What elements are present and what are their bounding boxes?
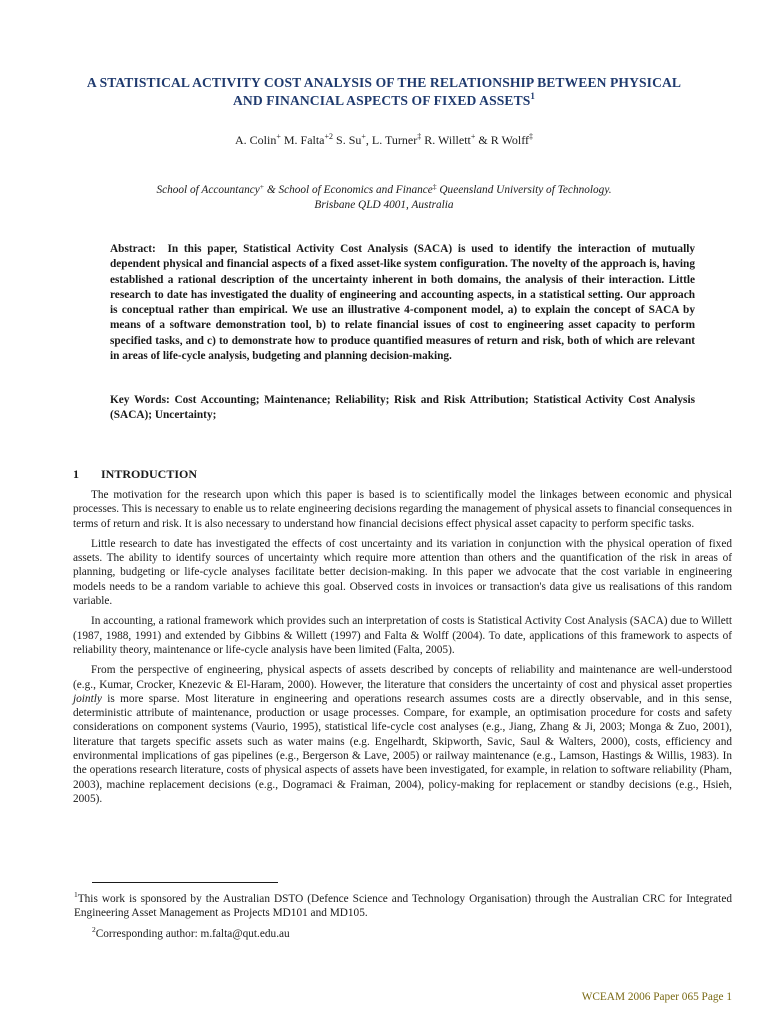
author: R Wolff‡ [490, 132, 534, 147]
section-number: 1 [73, 467, 79, 481]
footnote: $^2$Corresponding author: m.falta@qut.edu.au [92, 924, 290, 940]
footnotes [74, 890, 732, 947]
title-footnote-marker: 1 [530, 91, 536, 101]
paragraph: From the perspective of engineering, physical aspects of assets described by concepts of reliability and maintenance are well-understood (e.g., Kumar, Crocker, Knezevic & El-Haram, 2000). However, the literature that considers the uncertainty of cost and physical asset properties jointly is more sparse. Most literature in engineering and operations research assumes costs are a directly observable, and in this sense, deterministic attribute of maintenance, production or usage processes. Compare, for example, an optimisation procedure for costs and safety considerations on component systems (Vaurio, 1995), statistical life-cycle cost analyses (e.g., Jiang, Zhang & Ji, 2003; Monga & Zuo, 2001), literature that targets specific assets such as water mains (e.g. Engelhardt, Skipworth, Savic, Saul & Walters, 2000), costs, efficiency and environmental implications of gas pipelines (e.g., Bergerson & Lave, 2005) or railway maintenance (e.g., Lamson, Hastings & Willis, 1983). In the operations research literature, costs of physical aspects of assets have been investigated, for example, in relation to software reliability (Pham, 2003), machine replacement decisions (e.g., Dogramaci & Fraiman, 2004), policy-making for replacement or standby decisions (e.g., Hsieh, 2005). [73, 664, 732, 805]
affiliation [80, 183, 688, 213]
abstract [110, 242, 695, 364]
keywords [110, 393, 695, 424]
author: A. Colin+ [234, 132, 281, 147]
author: L. Turner‡ [371, 132, 422, 147]
section-title: INTRODUCTION [101, 467, 198, 481]
footnote-rule [92, 882, 278, 883]
keywords-text: Cost Accounting; Maintenance; Reliability; Risk and Risk Attribution; Statistical Activity Cost Analysis (SACA); Uncertainty; [110, 394, 695, 422]
page-footer: WCEAM 2006 Paper 065 Page 1 [581, 991, 732, 1003]
author: M. Falta$^{+2}$ [283, 132, 334, 147]
author: R. Willett+ & [424, 132, 491, 147]
footnote: $^1$This work is sponsored by the Australian DSTO (Defence Science and Technology Organisation) through the Australian CRC for Integrated Engineering Asset Management as Projects MD101 and MD105. [74, 890, 732, 920]
abstract-text: In this paper, Statistical Activity Cost Analysis (SACA) is used to identify the interaction of mutually dependent physical and financial aspects of a fixed asset-like system configuration. The novelty of the approach is, having established a rational description of the uncertainty inherent in both domains, the analysis of their interaction. Little research to date has investigated the duality of engineering and accounting aspects, in a statistical setting. Our approach is conceptual rather than empirical. We use an illustrative 4-component model, a) to explain the concept of SACA by means of a software demonstration tool, b) to relate financial issues of cost to engineering asset capacity to perform specified tasks, and c) to demonstrate how to produce quantified measures of return and risk, both of which are relevant in areas of life-cycle analysis, budgeting and planning decision-making. [110, 243, 696, 363]
keywords-label: Key Words: [110, 394, 170, 406]
affiliation-line: School of Accountancy+ & School of Economics and Finance‡ Queensland University of Technology. [156, 182, 612, 196]
paragraph: The motivation for the research upon which this paper is based is to scientifically model the linkages between economic and physical processes. This is necessary to enable us to relate engineering decisions regarding the management of physical assets to financial consequences in terms of return and risk. It is also necessary to understand how financial decisions effect physical asset capacity to perform specific tasks. [73, 489, 732, 530]
section-heading [73, 466, 473, 482]
paragraph: Little research to date has investigated the effects of cost uncertainty and its variation in conjunction with the physical operation of fixed assets. The ability to identify sources of uncertainty which require more attention than others and the quantification of the risk in areas of planning, budgeting or life-cycle analyses facilitate better decision-making. In this paper we advocate that the cost variable in engineering models needs to be a random variable to achieve this goal. Observed costs in invoices or transaction's data give us realisations of this random variable. [73, 537, 732, 608]
abstract-label: Abstract: [110, 243, 156, 255]
emphasis: jointly [73, 692, 102, 705]
paper-title [80, 74, 688, 110]
footnote-marker: 2 [92, 924, 96, 934]
paragraph: In accounting, a rational framework which provides such an interpretation of costs is Statistical Activity Cost Analysis (SACA) due to Willett (1987, 1988, 1991) and extended by Gibbins & Willett (1997) and Falta & Wolff (2004). To date, applications of this framework to aspects of reliability theory, maintenance or life-cycle analysis have been limited (Falta, 2005). [73, 615, 732, 656]
section-body [73, 488, 732, 812]
author-list [80, 132, 688, 148]
paper-title-text: A STATISTICAL ACTIVITY COST ANALYSIS OF THE RELATIONSHIP BETWEEN PHYSICAL AND FINANCIAL ASPECTS OF FIXED ASSETS [86, 75, 682, 108]
author: S. Su+, [336, 132, 372, 147]
affiliation-address: Brisbane QLD 4001, Australia [314, 199, 454, 211]
footnote-marker: 1 [74, 890, 78, 899]
